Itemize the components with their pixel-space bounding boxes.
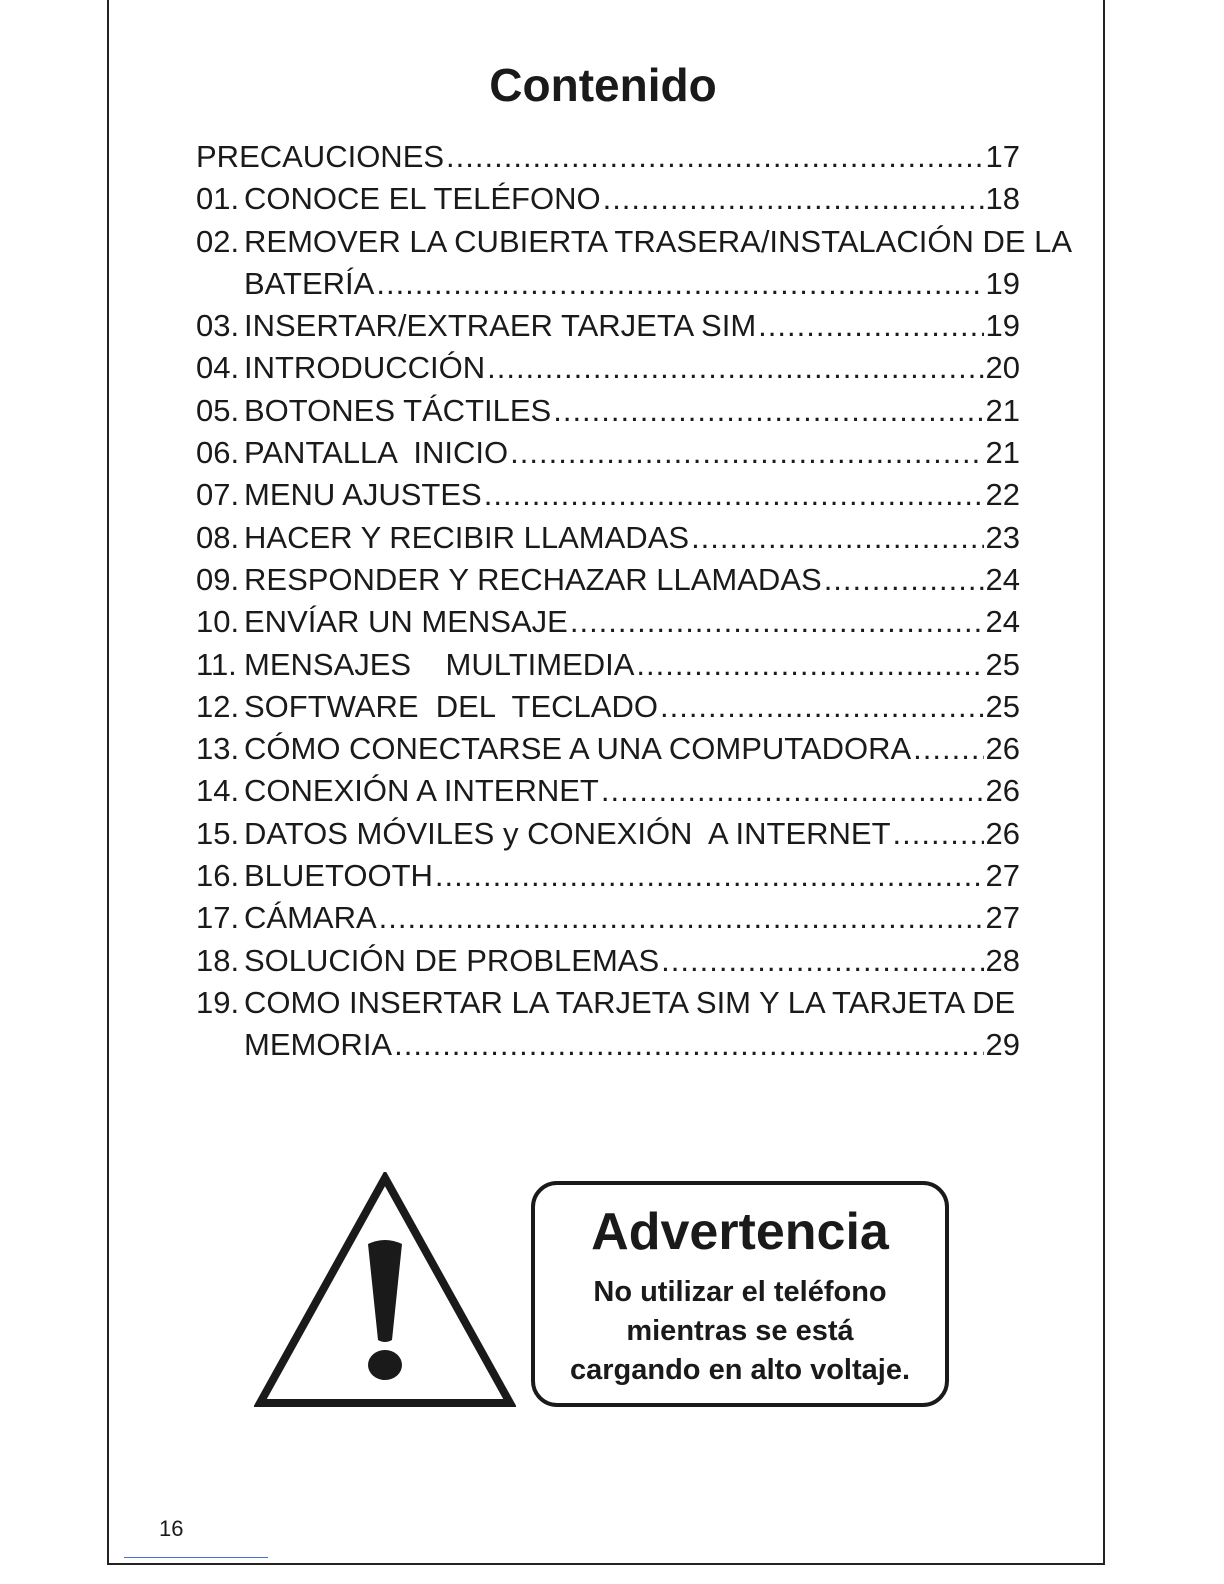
toc-entry-number: 08. (196, 519, 240, 555)
toc-entry-title: ENVÍAR UN MENSAJE (244, 604, 568, 640)
page-title: Contenido (489, 59, 717, 111)
toc-page-number: 18 (985, 181, 1020, 217)
toc-dot-leader (758, 305, 983, 347)
toc-page-number: 25 (985, 688, 1020, 724)
toc-entry-number: 04. (196, 350, 240, 386)
toc-dot-leader (446, 136, 983, 178)
toc-dot-leader (636, 644, 983, 686)
toc-entry-number: 09. (196, 561, 240, 597)
toc-page-number: 21 (985, 392, 1020, 428)
toc-entry-title: MENSAJES MULTIMEDIA (244, 646, 635, 682)
toc-entry-number: 12. (196, 688, 240, 724)
toc-entry-title: CÓMO CONECTARSE A UNA COMPUTADORA (244, 731, 912, 767)
toc-entry-title: MEMORIA (244, 1027, 393, 1063)
toc-entry-title: BLUETOOTH (244, 858, 433, 894)
toc-dot-leader (487, 347, 983, 389)
toc-entry-number: 18. (196, 942, 240, 978)
toc-entry-title: BATERÍA (244, 265, 375, 301)
toc-entry-title: SOFTWARE DEL TECLADO (244, 688, 658, 724)
toc-entry-title: RESPONDER Y RECHAZAR LLAMADAS (244, 561, 822, 597)
toc-dot-leader (570, 601, 984, 643)
toc-entry-title: PANTALLA INICIO (244, 435, 509, 471)
toc-dot-leader (603, 178, 984, 220)
toc-dot-leader (510, 432, 983, 474)
toc-page-number: 27 (985, 858, 1020, 894)
toc-entry (196, 432, 1020, 474)
toc-dot-leader (893, 813, 984, 855)
toc-entry (196, 728, 1020, 770)
toc-entry-number: 01. (196, 181, 240, 217)
toc-entry-number: 17. (196, 900, 240, 936)
toc-dot-leader (601, 770, 984, 812)
toc-entry-title: SOLUCIÓN DE PROBLEMAS (244, 942, 660, 978)
toc-entry (196, 474, 1020, 516)
toc-entry (196, 770, 1020, 812)
toc-entry (196, 347, 1020, 389)
toc-entry-title: BOTONES TÁCTILES (244, 392, 552, 428)
toc-entry-title: DATOS MÓVILES y CONEXIÓN A INTERNET (244, 815, 891, 851)
toc-entry (196, 601, 1020, 643)
toc-page-number: 22 (985, 477, 1020, 513)
toc-dot-leader (824, 559, 984, 601)
toc-entry-number: 07. (196, 477, 240, 513)
warning-box (531, 1181, 949, 1407)
toc-page-number: 26 (985, 815, 1020, 851)
toc-page-number: 23 (985, 519, 1020, 555)
toc-entry (196, 855, 1020, 897)
toc-page-number: 29 (985, 1027, 1020, 1063)
toc-entry (196, 686, 1020, 728)
table-of-contents (196, 136, 1073, 1067)
toc-page-number: 25 (985, 646, 1020, 682)
toc-page-number: 21 (985, 435, 1020, 471)
toc-entry-title: REMOVER LA CUBIERTA TRASERA/INSTALACIÓN DE LA (244, 223, 1073, 259)
toc-entry-title: COMO INSERTAR LA TARJETA SIM Y LA TARJETA DE (244, 984, 1016, 1020)
toc-dot-leader (394, 1024, 983, 1066)
toc-entry-number: 06. (196, 435, 240, 471)
toc-entry (196, 136, 1020, 178)
toc-entry-number: 13. (196, 731, 240, 767)
warning-line: No utilizar el teléfono (593, 1276, 887, 1308)
toc-entry-title: MENU AJUSTES (244, 477, 482, 513)
toc-entry (196, 644, 1020, 686)
toc-page-number: 26 (985, 731, 1020, 767)
warning-triangle-icon (254, 1172, 516, 1408)
toc-page-number: 26 (985, 773, 1020, 809)
toc-entry-number: 10. (196, 604, 240, 640)
toc-page-number: 20 (985, 350, 1020, 386)
toc-page-number: 27 (985, 900, 1020, 936)
toc-entry-title: CÁMARA (244, 900, 377, 936)
toc-page-number: 19 (985, 308, 1020, 344)
toc-entry (196, 982, 1020, 1067)
toc-dot-leader (435, 855, 984, 897)
warning-message (535, 1273, 945, 1390)
toc-entry-number: 19. (196, 984, 240, 1020)
toc-entry (196, 517, 1020, 559)
toc-entry (196, 390, 1020, 432)
toc-entry-title: INSERTAR/EXTRAER TARJETA SIM (244, 308, 757, 344)
toc-page-number: 28 (985, 942, 1020, 978)
toc-dot-leader (376, 263, 983, 305)
toc-entry-number: 15. (196, 815, 240, 851)
toc-entry-number: 11. (196, 646, 237, 682)
toc-entry-title: PRECAUCIONES (196, 139, 445, 174)
toc-page-number: 24 (985, 561, 1020, 597)
toc-entry-number: 02. (196, 223, 240, 259)
toc-entry-title: CONEXIÓN A INTERNET (244, 773, 599, 809)
toc-entry (196, 305, 1020, 347)
toc-entry-number: 03. (196, 308, 240, 344)
page-number: 16 (159, 1516, 184, 1541)
toc-entry (196, 897, 1020, 939)
toc-entry-title: INTRODUCCIÓN (244, 350, 486, 386)
toc-dot-leader (484, 474, 984, 516)
warning-line: mientras se está (626, 1315, 854, 1347)
toc-page-number: 17 (985, 139, 1020, 174)
toc-dot-leader (691, 517, 983, 559)
warning-line: cargando en alto voltaje. (569, 1354, 911, 1386)
toc-entry-number: 05. (196, 392, 240, 428)
toc-entry (196, 221, 1073, 306)
toc-entry (196, 178, 1020, 220)
footer-rule (124, 1557, 268, 1558)
toc-page-number: 19 (985, 265, 1020, 301)
toc-dot-leader (661, 940, 983, 982)
toc-dot-leader (913, 728, 983, 770)
toc-entry (196, 940, 1020, 982)
toc-entry-number: 14. (196, 773, 240, 809)
toc-entry-title: CONOCE EL TELÉFONO (244, 181, 601, 217)
toc-page-number: 24 (985, 604, 1020, 640)
toc-entry-title: HACER Y RECIBIR LLAMADAS (244, 519, 690, 555)
toc-dot-leader (553, 390, 983, 432)
toc-entry (196, 559, 1020, 601)
toc-dot-leader (379, 897, 984, 939)
toc-entry (196, 813, 1020, 855)
toc-dot-leader (660, 686, 984, 728)
warning-title: Advertencia (591, 1203, 889, 1261)
toc-entry-number: 16. (196, 858, 240, 894)
